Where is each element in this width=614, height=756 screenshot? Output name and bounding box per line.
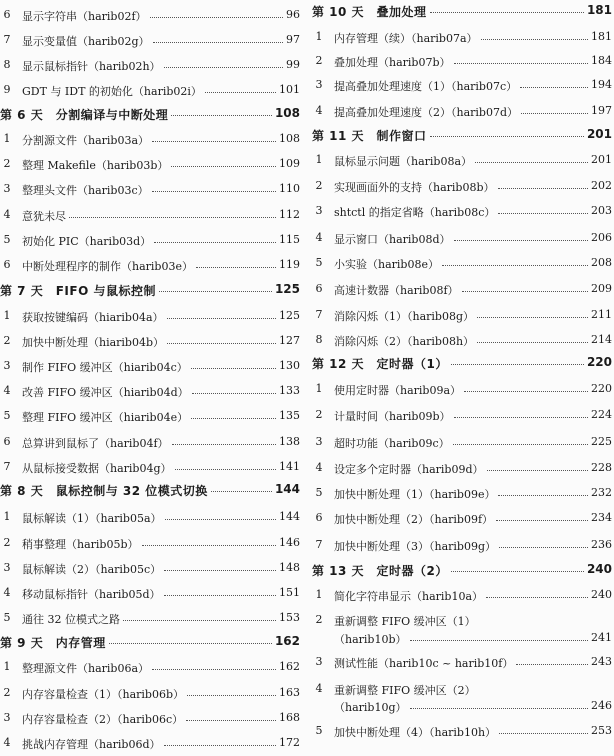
dot-leader bbox=[498, 188, 588, 189]
toc-entry[interactable] bbox=[0, 58, 300, 78]
toc-entry-title-cont: （harib10b） bbox=[334, 633, 407, 646]
toc-entry[interactable] bbox=[0, 561, 300, 581]
toc-page-number: 201 bbox=[591, 153, 612, 166]
chapter-title: 第 9 天 内存管理 bbox=[0, 636, 106, 650]
toc-entry[interactable] bbox=[0, 132, 300, 152]
toc-entry-title: 内存容量检查（2）（harib06c） bbox=[22, 713, 184, 726]
toc-page-number: 243 bbox=[591, 655, 612, 668]
toc-page-number: 206 bbox=[591, 231, 612, 244]
toc-entry-title: 显示字符串（harib02f） bbox=[22, 10, 147, 23]
toc-page-number: 181 bbox=[586, 3, 612, 17]
toc-entry-title: 整理 Makefile（harib03b） bbox=[22, 159, 169, 172]
toc-entry-number: 3 bbox=[315, 204, 323, 217]
dot-leader bbox=[142, 545, 276, 546]
toc-entry[interactable] bbox=[312, 408, 612, 428]
toc-chapter-heading[interactable] bbox=[312, 562, 612, 584]
toc-entry-continuation[interactable] bbox=[312, 699, 612, 719]
toc-entry-title: 计量时间（harib09b） bbox=[334, 410, 451, 423]
toc-entry-number: 2 bbox=[315, 179, 323, 192]
toc-page-number: 97 bbox=[286, 33, 300, 46]
toc-entry-title: 高速计数器（harib08f） bbox=[334, 284, 459, 297]
toc-entry[interactable] bbox=[0, 536, 300, 556]
dot-leader bbox=[69, 217, 276, 218]
toc-entry-number: 1 bbox=[3, 660, 11, 673]
toc-chapter-heading[interactable] bbox=[0, 482, 300, 504]
toc-entry-title: shtctl 的指定省略（harib08c） bbox=[334, 206, 496, 219]
toc-entry-number: 5 bbox=[3, 233, 11, 246]
chapter-title: 第 7 天 FIFO 与鼠标控制 bbox=[0, 284, 156, 298]
toc-entry-title-cont: （harib10g） bbox=[334, 701, 407, 714]
toc-page-number: 225 bbox=[591, 435, 612, 448]
toc-entry-title: 重新调整 FIFO 缓冲区（2） bbox=[334, 684, 476, 697]
toc-entry[interactable] bbox=[312, 308, 612, 328]
toc-entry-title: 消除闪烁（2）（harib08h） bbox=[334, 335, 475, 348]
dot-leader bbox=[159, 291, 272, 292]
toc-entry-title: 显示变量值（harib02g） bbox=[22, 35, 150, 48]
toc-entry[interactable] bbox=[312, 511, 612, 531]
toc-entry-number: 2 bbox=[315, 408, 323, 421]
toc-entry[interactable] bbox=[0, 686, 300, 706]
toc-page-number: 153 bbox=[279, 611, 300, 624]
toc-entry[interactable] bbox=[312, 333, 612, 353]
toc-chapter-heading[interactable] bbox=[312, 355, 612, 377]
dot-leader bbox=[172, 444, 276, 445]
toc-entry[interactable] bbox=[312, 30, 612, 50]
dot-leader bbox=[186, 720, 276, 721]
toc-entry-title: 分割源文件（harib03a） bbox=[22, 134, 150, 147]
toc-entry-number: 1 bbox=[3, 309, 11, 322]
toc-entry-title: 叠加处理（harib07b） bbox=[334, 56, 451, 69]
toc-entry-title: 整理头文件（harib03c） bbox=[22, 184, 149, 197]
toc-entry[interactable] bbox=[0, 258, 300, 278]
dot-leader bbox=[154, 242, 276, 243]
dot-leader bbox=[496, 520, 588, 521]
toc-entry-number: 1 bbox=[3, 132, 11, 145]
toc-entry[interactable] bbox=[0, 309, 300, 329]
toc-page-number: 130 bbox=[279, 359, 300, 372]
toc-entry-number: 3 bbox=[3, 359, 11, 372]
toc-entry-title: 加快中断处理（2）（harib09f） bbox=[334, 513, 494, 526]
toc-page-number: 220 bbox=[586, 355, 612, 369]
toc-entry[interactable] bbox=[0, 233, 300, 253]
dot-leader bbox=[171, 166, 276, 167]
dot-leader bbox=[430, 136, 584, 137]
toc-entry[interactable] bbox=[0, 83, 300, 103]
toc-entry-number: 7 bbox=[315, 308, 323, 321]
toc-entry-title: 中断处理程序的制作（harib03e） bbox=[22, 260, 193, 273]
toc-entry-title: 整理 FIFO 缓冲区（hiarib04e） bbox=[22, 411, 189, 424]
toc-page-number: 209 bbox=[591, 282, 612, 295]
toc-entry-title: 提高叠加处理速度（1）（harib07c） bbox=[334, 80, 518, 93]
toc-entry[interactable] bbox=[312, 231, 612, 251]
toc-page-number: 146 bbox=[279, 536, 300, 549]
dot-leader bbox=[152, 669, 276, 670]
toc-entry[interactable] bbox=[0, 182, 300, 202]
toc-page-number: 101 bbox=[279, 83, 300, 96]
dot-leader bbox=[153, 42, 283, 43]
toc-entry-number: 7 bbox=[3, 460, 11, 473]
toc-page-number: 194 bbox=[591, 78, 612, 91]
toc-entry[interactable] bbox=[312, 204, 612, 224]
toc-page-number: 133 bbox=[279, 384, 300, 397]
toc-entry-number: 3 bbox=[315, 78, 323, 91]
toc-entry-number: 2 bbox=[3, 686, 11, 699]
toc-entry-number: 2 bbox=[315, 613, 323, 626]
toc-entry[interactable] bbox=[0, 409, 300, 429]
toc-entry[interactable] bbox=[0, 611, 300, 631]
toc-entry-number: 4 bbox=[315, 682, 323, 695]
toc-entry-number: 5 bbox=[3, 409, 11, 422]
toc-entry-title: 加快中断处理（4）（harib10h） bbox=[334, 726, 497, 739]
toc-entry[interactable] bbox=[0, 711, 300, 731]
toc-entry-title: 显示窗口（harib08d） bbox=[334, 233, 451, 246]
toc-page-number: 148 bbox=[279, 561, 300, 574]
toc-page-number: 172 bbox=[279, 736, 300, 749]
toc-entry-number: 1 bbox=[315, 382, 323, 395]
toc-chapter-heading[interactable] bbox=[0, 106, 300, 128]
dot-leader bbox=[477, 317, 588, 318]
toc-page-number: 119 bbox=[279, 258, 300, 271]
toc-page-number: 240 bbox=[586, 562, 612, 576]
toc-page-number: 220 bbox=[591, 382, 612, 395]
toc-entry[interactable] bbox=[312, 153, 612, 173]
toc-entry-number: 2 bbox=[3, 536, 11, 549]
toc-entry-number: 8 bbox=[3, 58, 11, 71]
dot-leader bbox=[196, 267, 276, 268]
toc-entry-title: 内存容量检查（1）（harib06b） bbox=[22, 688, 184, 701]
toc-entry[interactable] bbox=[0, 586, 300, 606]
toc-page-number: 163 bbox=[279, 686, 300, 699]
toc-entry-number: 5 bbox=[315, 724, 323, 737]
toc-entry-title: 初始化 PIC（harib03d） bbox=[22, 235, 152, 248]
toc-entry-title: 重新调整 FIFO 缓冲区（1） bbox=[334, 615, 476, 628]
toc-entry-title: GDT 与 IDT 的初始化（harib02i） bbox=[22, 85, 202, 98]
dot-leader bbox=[410, 640, 588, 641]
toc-entry-title: 加快中断处理（hiarib04b） bbox=[22, 336, 165, 349]
toc-entry-title: 从鼠标接受数据（harib04g） bbox=[22, 462, 172, 475]
toc-entry-number: 1 bbox=[3, 510, 11, 523]
toc-entry-title: 提高叠加处理速度（2）（harib07d） bbox=[334, 106, 518, 119]
toc-page-number: 181 bbox=[591, 30, 612, 43]
dot-leader bbox=[171, 115, 272, 116]
toc-entry-number: 2 bbox=[3, 157, 11, 170]
toc-entry-number: 6 bbox=[315, 511, 323, 524]
toc-entry[interactable] bbox=[312, 613, 612, 633]
dot-leader bbox=[175, 469, 276, 470]
chapter-title: 第 6 天 分割编译与中断处理 bbox=[0, 108, 169, 122]
chapter-title: 第 11 天 制作窗口 bbox=[312, 129, 427, 143]
toc-page-number: 125 bbox=[274, 282, 300, 296]
toc-page-number: 184 bbox=[591, 54, 612, 67]
toc-entry-number: 1 bbox=[315, 588, 323, 601]
toc-entry-continuation[interactable] bbox=[312, 631, 612, 651]
dot-leader bbox=[150, 17, 283, 18]
toc-page-number: 201 bbox=[586, 127, 612, 141]
toc-page-number: 234 bbox=[591, 511, 612, 524]
toc-entry-title: 获取按键编码（hiarib04a） bbox=[22, 311, 164, 324]
toc-entry-number: 4 bbox=[315, 104, 323, 117]
chapter-title: 第 10 天 叠加处理 bbox=[312, 5, 427, 19]
toc-entry-title: 挑战内存管理（harib06d） bbox=[22, 738, 161, 751]
toc-entry[interactable] bbox=[0, 8, 300, 28]
toc-entry-number: 4 bbox=[3, 384, 11, 397]
dot-leader bbox=[164, 745, 276, 746]
toc-entry-title: 鼠标解读（2）（harib05c） bbox=[22, 563, 162, 576]
toc-entry-title: 加快中断处理（3）（harib09g） bbox=[334, 540, 496, 553]
toc-entry-number: 6 bbox=[3, 258, 11, 271]
toc-entry[interactable] bbox=[0, 435, 300, 455]
toc-entry-title: 稍事整理（harib05b） bbox=[22, 538, 139, 551]
toc-page-number: 236 bbox=[591, 538, 612, 551]
toc-chapter-heading[interactable] bbox=[312, 127, 612, 149]
dot-leader bbox=[164, 595, 276, 596]
dot-leader bbox=[453, 444, 588, 445]
dot-leader bbox=[486, 597, 588, 598]
toc-entry-number: 4 bbox=[3, 736, 11, 749]
toc-entry-number: 1 bbox=[315, 153, 323, 166]
chapter-title: 第 13 天 定时器（2） bbox=[312, 564, 448, 578]
toc-page-number: 96 bbox=[286, 8, 300, 21]
toc-page-number: 162 bbox=[274, 634, 300, 648]
dot-leader bbox=[192, 393, 276, 394]
toc-chapter-heading[interactable] bbox=[312, 3, 612, 25]
toc-entry[interactable] bbox=[0, 510, 300, 530]
toc-page-number: 162 bbox=[279, 660, 300, 673]
toc-entry[interactable] bbox=[312, 382, 612, 402]
toc-page-number: 99 bbox=[286, 58, 300, 71]
toc-page-number: 232 bbox=[591, 486, 612, 499]
toc-entry[interactable] bbox=[312, 461, 612, 481]
toc-entry-number: 4 bbox=[315, 461, 323, 474]
toc-page-number: 241 bbox=[591, 631, 612, 644]
toc-entry-number: 2 bbox=[315, 54, 323, 67]
toc-page-number: 214 bbox=[591, 333, 612, 346]
toc-entry[interactable] bbox=[312, 256, 612, 276]
dot-leader bbox=[123, 620, 276, 621]
toc-entry[interactable] bbox=[312, 724, 612, 744]
toc-entry[interactable] bbox=[312, 486, 612, 506]
toc-page-number: 246 bbox=[591, 699, 612, 712]
toc-entry-number: 7 bbox=[315, 538, 323, 551]
dot-leader bbox=[191, 418, 276, 419]
dot-leader bbox=[442, 265, 588, 266]
dot-leader bbox=[498, 213, 588, 214]
toc-entry-title: 加快中断处理（1）（harib09e） bbox=[334, 488, 496, 501]
toc-entry-title: 设定多个定时器（harib09d） bbox=[334, 463, 484, 476]
toc-entry[interactable] bbox=[0, 157, 300, 177]
toc-entry-title: 整理源文件（harib06a） bbox=[22, 662, 150, 675]
toc-entry-title: 鼠标显示问题（harib08a） bbox=[334, 155, 473, 168]
dot-leader bbox=[187, 695, 276, 696]
toc-page-number: 151 bbox=[279, 586, 300, 599]
toc-entry-title: 消除闪烁（1）（harib08g） bbox=[334, 310, 474, 323]
toc-entry-number: 3 bbox=[315, 435, 323, 448]
toc-entry-number: 5 bbox=[315, 256, 323, 269]
toc-page-number: 135 bbox=[279, 409, 300, 422]
toc-entry-title: 通往 32 位模式之路 bbox=[22, 613, 120, 626]
toc-entry-number: 9 bbox=[3, 83, 11, 96]
toc-entry-number: 8 bbox=[315, 333, 323, 346]
dot-leader bbox=[152, 141, 276, 142]
toc-entry-title: 移动鼠标指针（harib05d） bbox=[22, 588, 161, 601]
dot-leader bbox=[454, 417, 588, 418]
toc-entry[interactable] bbox=[312, 435, 612, 455]
toc-page-number: 253 bbox=[591, 724, 612, 737]
toc-page-number: 202 bbox=[591, 179, 612, 192]
toc-entry[interactable] bbox=[0, 33, 300, 53]
toc-chapter-heading[interactable] bbox=[0, 634, 300, 656]
toc-entry[interactable] bbox=[0, 384, 300, 404]
dot-leader bbox=[481, 39, 588, 40]
chapter-title: 第 12 天 定时器（1） bbox=[312, 357, 448, 371]
chapter-title: 第 8 天 鼠标控制与 32 位模式切换 bbox=[0, 484, 208, 498]
toc-entry[interactable] bbox=[0, 460, 300, 480]
toc-entry-title: 使用定时器（harib09a） bbox=[334, 384, 462, 397]
toc-page-number: 144 bbox=[279, 510, 300, 523]
toc-entry-title: 超时功能（harib09c） bbox=[334, 437, 450, 450]
dot-leader bbox=[191, 368, 276, 369]
toc-page-number: 112 bbox=[279, 208, 300, 221]
toc-entry[interactable] bbox=[0, 208, 300, 228]
toc-entry[interactable] bbox=[312, 179, 612, 199]
toc-entry[interactable] bbox=[0, 660, 300, 680]
toc-page-number: 110 bbox=[279, 182, 300, 195]
dot-leader bbox=[451, 364, 584, 365]
toc-entry-number: 3 bbox=[3, 561, 11, 574]
toc-page-number: 109 bbox=[279, 157, 300, 170]
toc-chapter-heading[interactable] bbox=[0, 282, 300, 304]
toc-entry-title: 意犹未尽 bbox=[22, 210, 66, 223]
dot-leader bbox=[521, 113, 588, 114]
toc-entry-title: 制作 FIFO 缓冲区（hiarib04c） bbox=[22, 361, 188, 374]
dot-leader bbox=[487, 470, 588, 471]
toc-entry-number: 1 bbox=[315, 30, 323, 43]
toc-page-number: 144 bbox=[274, 482, 300, 496]
toc-page-number: 141 bbox=[279, 460, 300, 473]
toc-entry[interactable] bbox=[0, 359, 300, 379]
toc-entry-number: 2 bbox=[3, 334, 11, 347]
dot-leader bbox=[499, 547, 588, 548]
toc-page-number: 197 bbox=[591, 104, 612, 117]
dot-leader bbox=[451, 571, 584, 572]
toc-entry[interactable] bbox=[312, 538, 612, 558]
dot-leader bbox=[430, 12, 584, 13]
toc-page-number: 228 bbox=[591, 461, 612, 474]
toc-page-number: 203 bbox=[591, 204, 612, 217]
toc-entry[interactable] bbox=[312, 655, 612, 675]
toc-entry-number: 6 bbox=[3, 435, 11, 448]
dot-leader bbox=[152, 191, 276, 192]
toc-entry-title: 小实验（harib08e） bbox=[334, 258, 439, 271]
toc-entry-number: 7 bbox=[3, 33, 11, 46]
dot-leader bbox=[205, 92, 276, 93]
toc-entry-title: 显示鼠标指针（harib02h） bbox=[22, 60, 161, 73]
dot-leader bbox=[499, 733, 588, 734]
dot-leader bbox=[410, 708, 588, 709]
toc-entry-number: 5 bbox=[3, 611, 11, 624]
dot-leader bbox=[109, 643, 272, 644]
toc-page-number: 125 bbox=[279, 309, 300, 322]
toc-entry-number: 5 bbox=[315, 486, 323, 499]
toc-entry[interactable] bbox=[312, 78, 612, 98]
toc-entry-title: 改善 FIFO 缓冲区（hiarib04d） bbox=[22, 386, 189, 399]
toc-entry[interactable] bbox=[312, 282, 612, 302]
toc-entry-title: 鼠标解读（1）（harib05a） bbox=[22, 512, 162, 525]
toc-entry-number: 6 bbox=[3, 8, 11, 21]
toc-entry-number: 4 bbox=[3, 208, 11, 221]
dot-leader bbox=[164, 570, 276, 571]
toc-entry[interactable] bbox=[0, 334, 300, 354]
toc-entry-number: 3 bbox=[3, 182, 11, 195]
toc-entry[interactable] bbox=[312, 104, 612, 124]
dot-leader bbox=[211, 491, 272, 492]
toc-entry-title: 实现画面外的支持（harib08b） bbox=[334, 181, 495, 194]
toc-entry[interactable] bbox=[312, 588, 612, 608]
toc-entry-title: 总算讲到鼠标了（harib04f） bbox=[22, 437, 169, 450]
toc-page-number: 224 bbox=[591, 408, 612, 421]
toc-page-number: 208 bbox=[591, 256, 612, 269]
dot-leader bbox=[454, 63, 588, 64]
toc-page-number: 240 bbox=[591, 588, 612, 601]
dot-leader bbox=[520, 87, 588, 88]
toc-entry-number: 3 bbox=[3, 711, 11, 724]
toc-entry-title: 简化字符串显示（harib10a） bbox=[334, 590, 484, 603]
dot-leader bbox=[454, 240, 588, 241]
toc-page-number: 168 bbox=[279, 711, 300, 724]
dot-leader bbox=[462, 291, 588, 292]
toc-entry-number: 6 bbox=[315, 282, 323, 295]
toc-page-number: 211 bbox=[591, 308, 612, 321]
toc-entry[interactable] bbox=[0, 736, 300, 756]
toc-page-number: 108 bbox=[274, 106, 300, 120]
toc-page-number: 115 bbox=[279, 233, 300, 246]
toc-page-number: 138 bbox=[279, 435, 300, 448]
toc-page-number: 127 bbox=[279, 334, 300, 347]
dot-leader bbox=[475, 162, 588, 163]
toc-entry-title: 测试性能（harib10c ~ harib10f） bbox=[334, 657, 514, 670]
toc-entry-title: 内存管理（续）（harib07a） bbox=[334, 32, 478, 45]
toc-entry-number: 4 bbox=[315, 231, 323, 244]
dot-leader bbox=[477, 342, 588, 343]
toc-page-number: 108 bbox=[279, 132, 300, 145]
dot-leader bbox=[516, 664, 588, 665]
toc-entry[interactable] bbox=[312, 54, 612, 74]
toc-entry-number: 3 bbox=[315, 655, 323, 668]
toc-entry-number: 4 bbox=[3, 586, 11, 599]
dot-leader bbox=[464, 391, 588, 392]
dot-leader bbox=[164, 67, 283, 68]
dot-leader bbox=[498, 495, 588, 496]
dot-leader bbox=[167, 343, 276, 344]
dot-leader bbox=[165, 519, 276, 520]
dot-leader bbox=[167, 318, 276, 319]
